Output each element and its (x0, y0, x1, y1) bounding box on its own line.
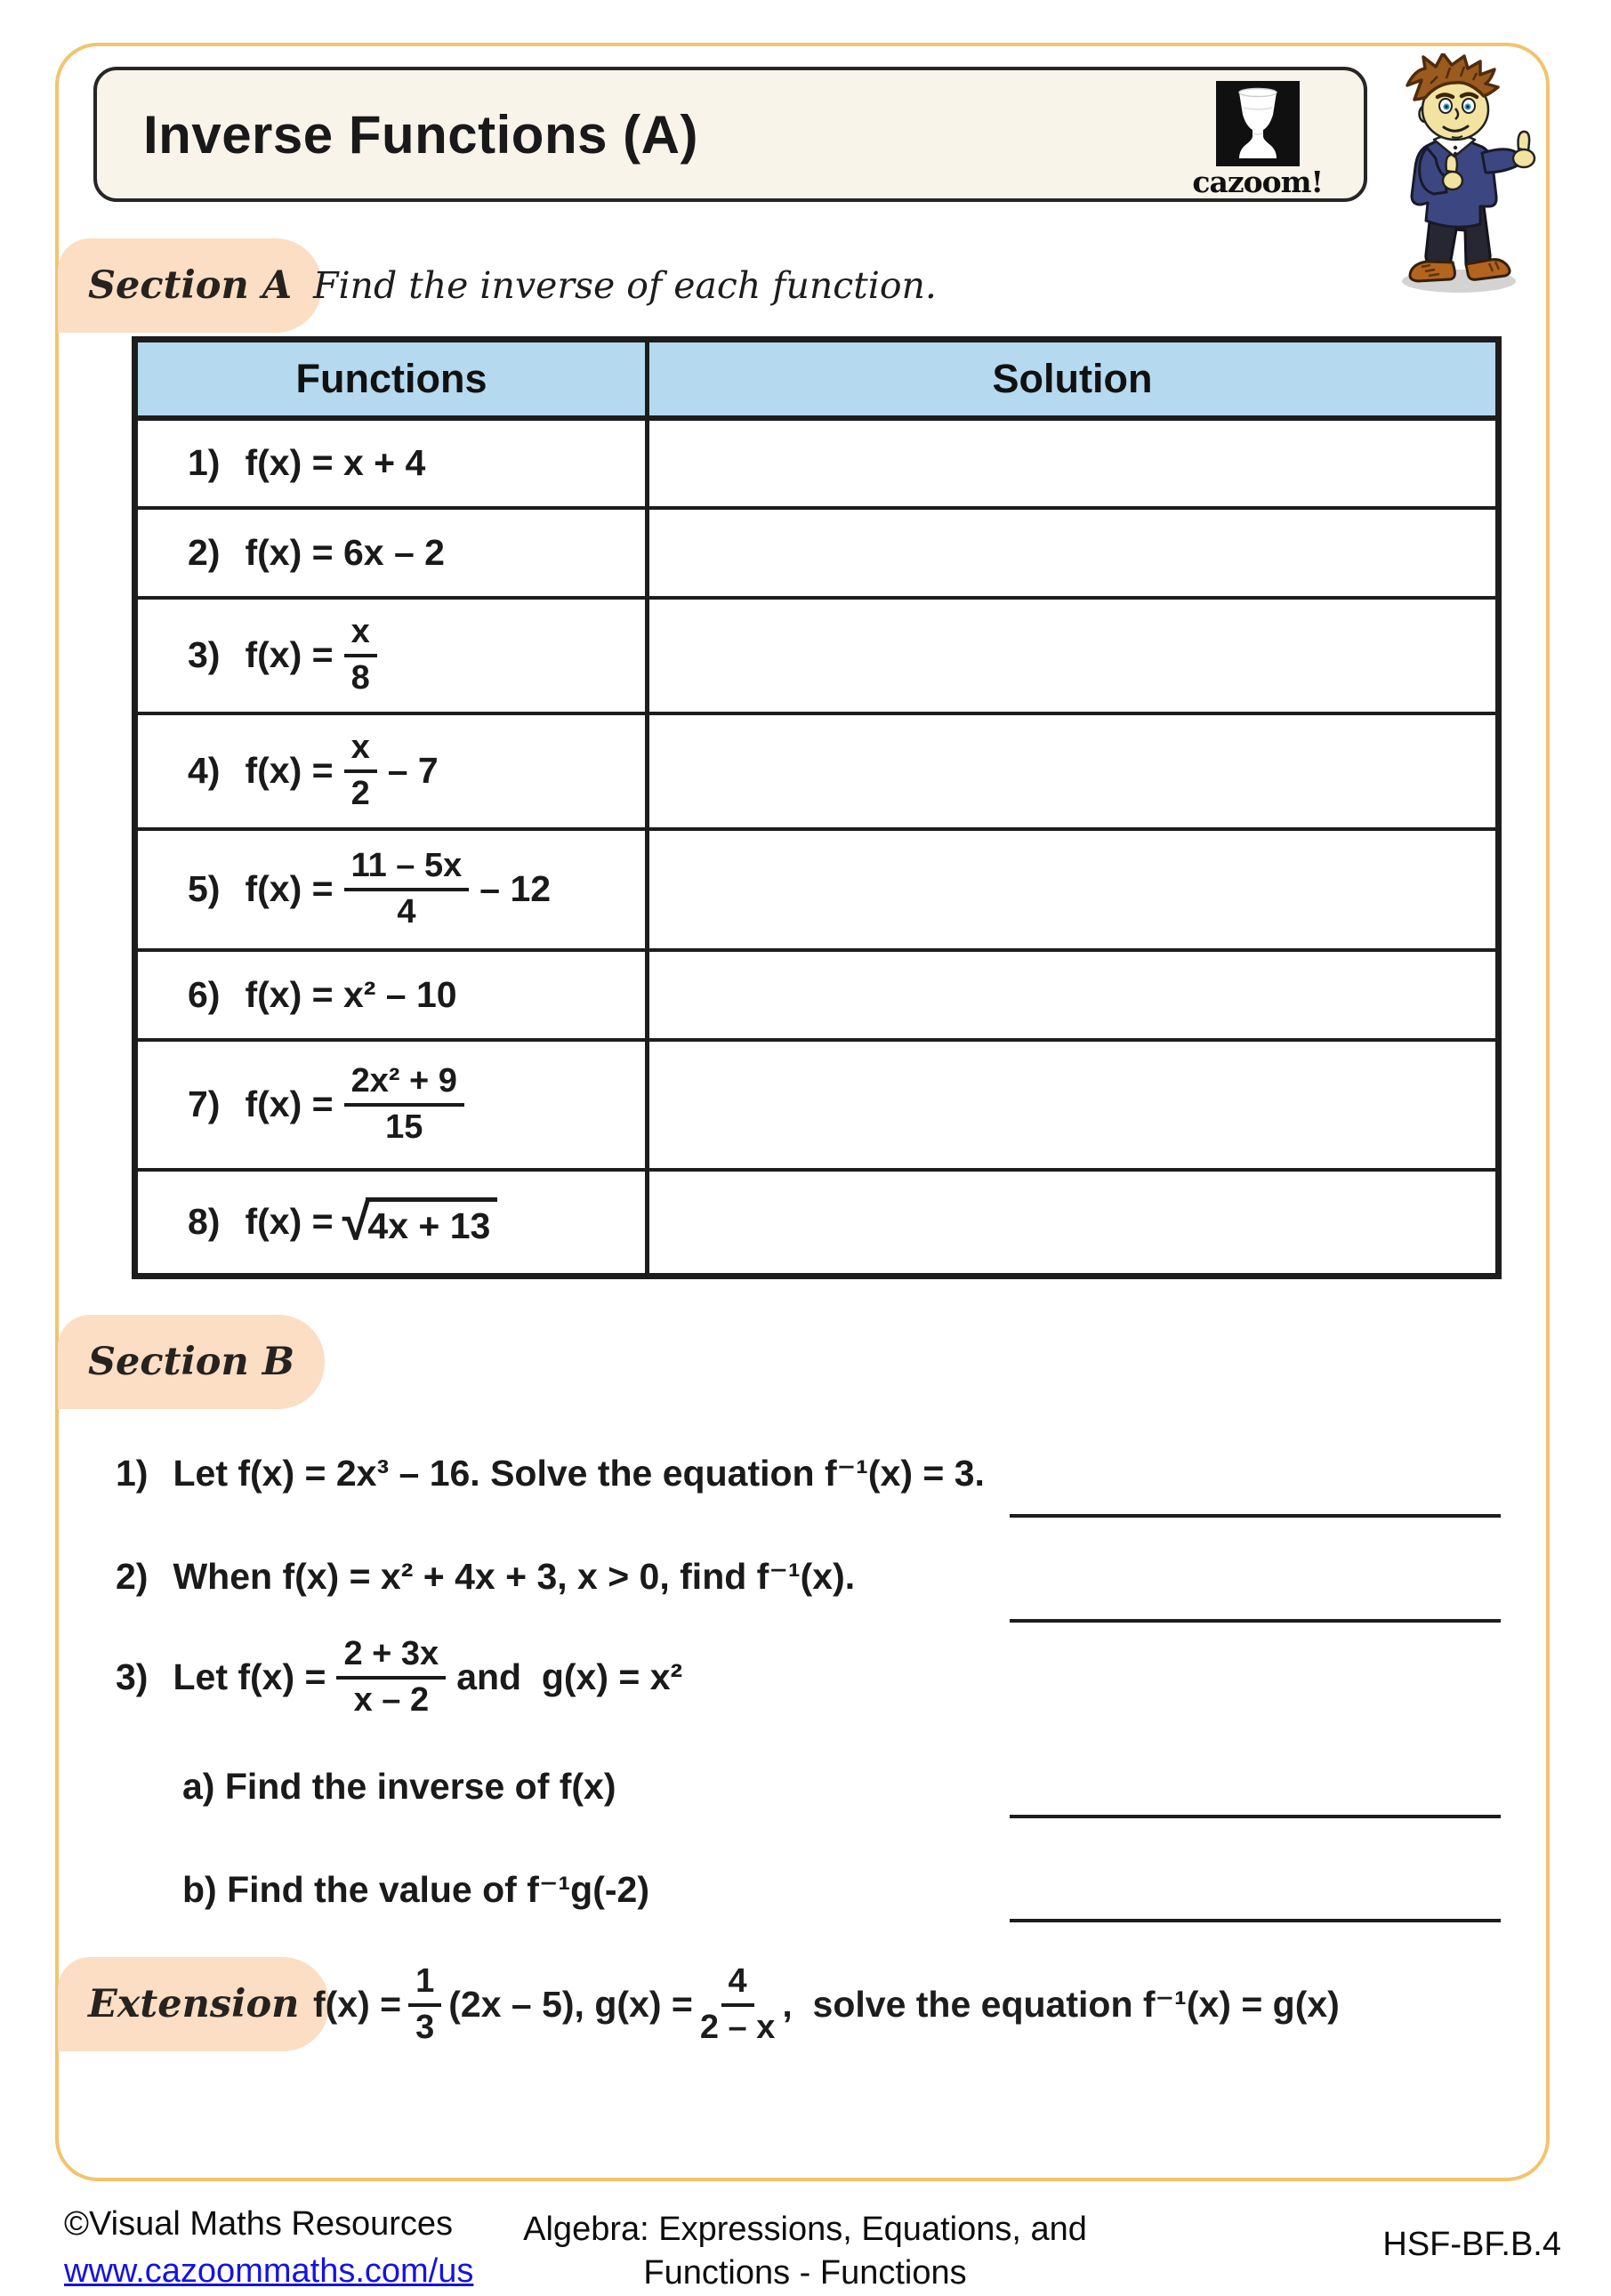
table-row (135, 950, 1499, 1040)
page-title: Inverse Functions (A) (143, 104, 698, 165)
logo-text: cazoom! (1192, 165, 1323, 199)
subject-line-2: Functions - Functions (643, 2254, 967, 2292)
fraction: $\frac{\text{2x² + 9}}{15}$ (344, 1062, 464, 1146)
table-row (135, 508, 1499, 598)
section-a-label: Section A (58, 238, 322, 333)
extension-problem: f(x) = $\frac{1}{3}$ (2x – 5), g(x) = $\frac{4}{2 - x}$ , solve the equation f⁻¹(x) = g(x) (313, 1962, 1340, 2046)
table-row (135, 598, 1499, 713)
solution-cell (648, 418, 1499, 508)
function-expression: 6) f(x) = x² – 10 (188, 973, 457, 1015)
table-row (135, 1170, 1499, 1277)
subject-line-1: Algebra: Expressions, Equations, and (523, 2211, 1087, 2248)
square-root: √ 4x + 13 (342, 1197, 498, 1247)
function-expression: 8) f(x) = √ 4x + 13 (188, 1197, 644, 1247)
solution-cell (648, 508, 1499, 598)
table-row (135, 829, 1499, 950)
table-row (135, 1040, 1499, 1170)
function-expression: 3) f(x) = $\frac{x}{8}$ (188, 613, 644, 697)
problem-b3b: b) Find the value of f⁻¹g(-2) (182, 1869, 649, 1910)
solution-cell (648, 1170, 1499, 1277)
copyright-text: ©Visual Maths Resources (64, 2205, 454, 2243)
functions-table (132, 336, 1502, 1279)
fraction: $\frac{2 + 3x}{x - 2}$ (336, 1635, 446, 1719)
problem-b3a: a) Find the inverse of f(x) (182, 1766, 616, 1807)
table-row (135, 713, 1499, 829)
radical-sign: √ (342, 1192, 371, 1251)
fraction: $\frac{x}{8}$ (344, 613, 377, 697)
table-row (135, 418, 1499, 508)
standard-code: HSF-BF.B.4 (1382, 2226, 1561, 2263)
extension-label: Extension (58, 1957, 329, 2051)
function-expression: 1) f(x) = x + 4 (188, 442, 426, 483)
problem-b1: 1) Let f(x) = 2x³ – 16. Solve the equation f⁻¹(x) = 3. (116, 1452, 985, 1494)
website-link[interactable]: www.cazoommaths.com/us (64, 2252, 474, 2290)
column-header-solution: Solution (648, 340, 1499, 418)
footer-subject (485, 2208, 1125, 2296)
solution-cell (648, 1040, 1499, 1170)
section-a-instruction: Find the inverse of each function. (313, 264, 937, 307)
footer-left (64, 2203, 473, 2292)
function-expression: 7) f(x) = $\frac{\text{2x² + 9}}{15}$ (188, 1062, 644, 1146)
solution-cell (648, 713, 1499, 829)
solution-cell (648, 598, 1499, 713)
table-header-row (135, 340, 1499, 418)
drum-icon (1216, 81, 1300, 166)
function-expression: 4) f(x) = $\frac{x}{2}$ – 7 (188, 729, 439, 812)
solution-cell (648, 829, 1499, 950)
fraction: $\frac{4}{2 - x}$ (699, 1962, 776, 2046)
fraction: $\frac{1}{3}$ (408, 1962, 441, 2046)
cazoom-logo (1192, 81, 1323, 199)
answer-line (1010, 1815, 1501, 1818)
solution-cell (648, 950, 1499, 1040)
problem-b2: 2) When f(x) = x² + 4x + 3, x > 0, find f⁻¹(x). (116, 1555, 856, 1597)
answer-line (1010, 1919, 1501, 1922)
fraction: $\frac{x}{2}$ (344, 729, 377, 812)
problem-b3: 3) Let f(x) = $\frac{2 + 3x}{x - 2}$ and g(x) = x² (116, 1635, 683, 1719)
mascot-boy-illustration (1379, 53, 1548, 301)
column-header-functions: Functions (135, 340, 648, 418)
answer-line (1010, 1619, 1501, 1623)
fraction: $\frac{11 - 5x}{4}$ (344, 847, 470, 930)
answer-line (1010, 1514, 1501, 1518)
worksheet-title-box (93, 67, 1367, 202)
function-expression: 5) f(x) = $\frac{11 - 5x}{4}$ – 12 (188, 847, 552, 930)
function-expression: 2) f(x) = 6x – 2 (188, 531, 445, 573)
section-b-label: Section B (58, 1315, 325, 1409)
